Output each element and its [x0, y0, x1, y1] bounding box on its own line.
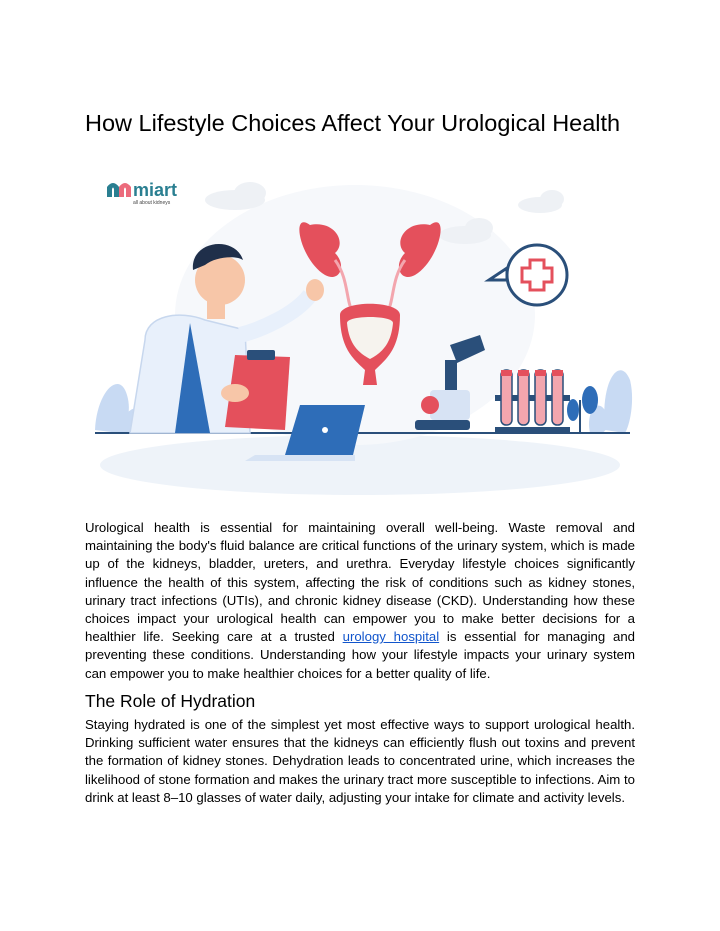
section-heading: The Role of Hydration — [85, 691, 256, 711]
logo-text: miart — [133, 180, 178, 200]
hero-illustration — [85, 165, 635, 500]
logo-tagline: all about kidneys — [133, 200, 171, 206]
hydration-paragraph: Staying hydrated is one of the simplest yet most effective ways to support urological health. Drinking sufficient water ensures that the kidneys can efficiently flush out toxins and prevent the formation of kidney stones. Dehydration leads to concentrated urine, which increases the likelihood of stone formation and makes the urinary tract more susceptible to infections. Aim to drink at least 8–10 glasses of water daily, adjusting your intake for climate and activity levels. — [85, 717, 635, 805]
test-tubes-icon — [495, 370, 570, 433]
urology-hospital-link[interactable]: urology hospital — [342, 629, 440, 645]
intro-text-after: is essential for managing and preventing these conditions. Understanding how your lifestyle impacts your urinary system can empower you to make healthier choices for a better quality of life. — [85, 629, 635, 681]
intro-paragraph — [85, 519, 635, 683]
intro-text-before: Urological health is essential for maintaining overall well-being. Waste removal and maintaining the body's fluid balance are critical functions of the urinary system, which is made up of the kidneys, bladder, ureters, and urethra. Everyday lifestyle choices significantly influence the health of this system, affecting the risk of conditions such as kidney stones, urinary tract infections (UTIs), and chronic kidney disease (CKD). Understanding how these choices impact your urological health can empower you to make better decisions for a healthier life. Seeking care at a trusted — [85, 520, 635, 645]
logo-icon — [107, 183, 131, 197]
page-title: How Lifestyle Choices Affect Your Urological Health — [85, 110, 621, 136]
